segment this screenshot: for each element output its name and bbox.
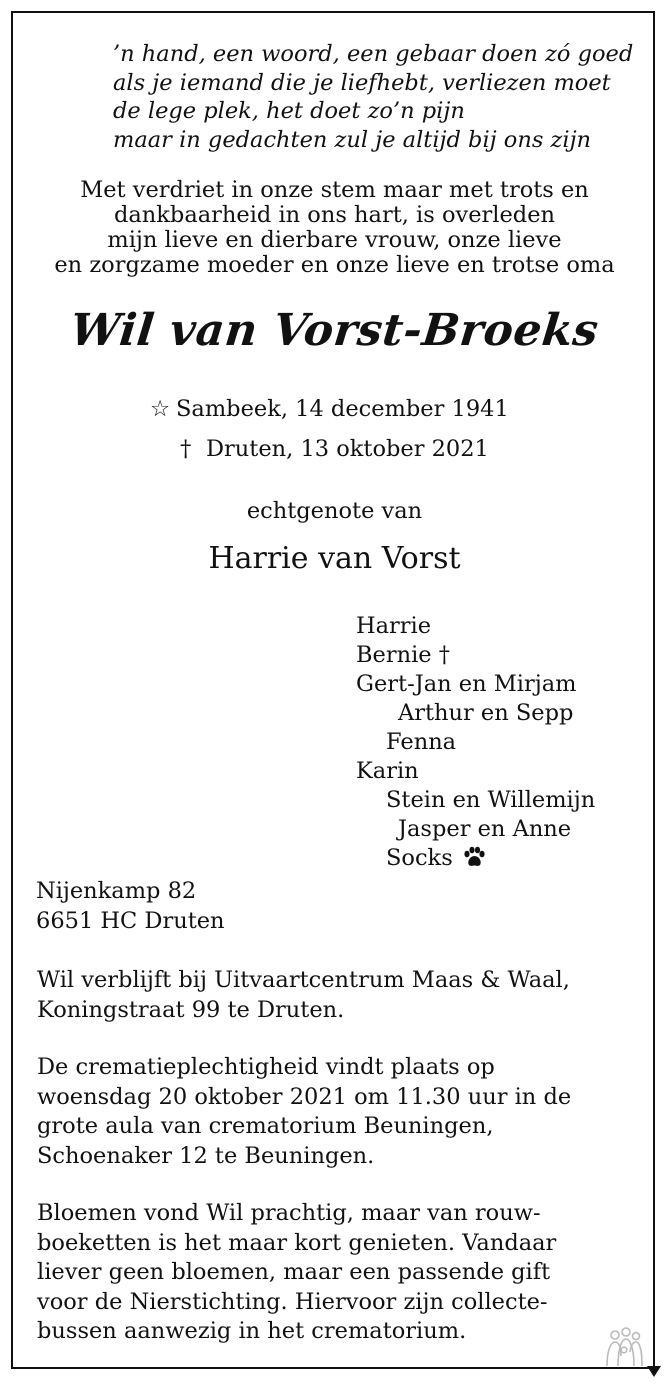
flowers-line: Bloemen vond Wil prachtig, maar van rouw- — [37, 1200, 541, 1226]
family-logo-icon — [604, 1326, 644, 1370]
intro-line: mijn lieve en dierbare vrouw, onze lieve — [107, 227, 562, 253]
family-member: Karin — [356, 758, 419, 784]
birth-text: Sambeek, 14 december 1941 — [176, 396, 509, 422]
ceremony-info — [37, 1053, 571, 1171]
scroll-down-arrow-icon[interactable] — [647, 1366, 661, 1377]
poem-line: de lege plek, het doet zo’n pijn — [113, 98, 465, 124]
family-member: Bernie † — [356, 642, 451, 668]
intro-line: en zorgzame moeder en onze lieve en trotse oma — [54, 252, 615, 278]
family-member — [386, 844, 486, 873]
family-member: Arthur en Sepp — [398, 700, 574, 726]
deceased-name: Wil van Vorst-Broeks — [67, 305, 602, 356]
flowers-line: boeketten is het maar kort genieten. Vandaar — [37, 1229, 557, 1256]
poem — [113, 40, 633, 154]
spouse-label: echtgenote van — [246, 498, 423, 524]
poem-line: maar in gedachten zul je altijd bij ons zijn — [113, 126, 592, 153]
family-member: Gert-Jan en Mirjam — [356, 671, 577, 697]
cross-icon: † — [180, 436, 192, 462]
flowers-line: bussen aanwezig in het crematorium. — [37, 1318, 467, 1344]
death-line — [180, 436, 489, 462]
birth-line — [150, 396, 509, 422]
family-member: Fenna — [386, 729, 457, 755]
intro-text — [0, 178, 669, 278]
address-street: Nijenkamp 82 — [36, 878, 197, 904]
address-city: 6651 HC Druten — [36, 908, 225, 934]
flowers-line: voor de Nierstichting. Hiervoor zijn collecte- — [37, 1288, 548, 1315]
visitation-info — [37, 966, 570, 1025]
flowers-info — [37, 1199, 556, 1347]
family-member: Harrie — [356, 613, 432, 639]
ceremony-line: grote aula van crematorium Beuningen, — [37, 1113, 494, 1139]
pet-name: Socks — [386, 845, 453, 871]
poem-line: als je iemand die je liefhebt, verliezen moet — [113, 69, 611, 96]
death-text: Druten, 13 oktober 2021 — [206, 436, 489, 462]
intro-line: Met verdriet in onze stem maar met trots en — [80, 177, 589, 203]
family-member: Jasper en Anne — [398, 816, 572, 842]
poem-line: ’n hand, een woord, een gebaar doen zó goed — [113, 41, 634, 67]
spouse-name: Harrie van Vorst — [208, 541, 461, 576]
star-icon: ☆ — [150, 396, 171, 422]
address — [36, 876, 225, 936]
ceremony-line: Schoenaker 12 te Beuningen. — [37, 1142, 375, 1169]
ceremony-line: woensdag 20 oktober 2021 om 11.30 uur in de — [37, 1083, 572, 1110]
visitation-line: Koningstraat 99 te Druten. — [37, 996, 345, 1023]
paw-print-icon — [462, 846, 486, 868]
ceremony-line: De crematieplechtigheid vindt plaats op — [37, 1054, 495, 1080]
intro-line: dankbaarheid in ons hart, is overleden — [113, 202, 555, 228]
family-member: Stein en Willemijn — [386, 787, 596, 813]
visitation-line: Wil verblijft bij Uitvaartcentrum Maas & Waal, — [37, 967, 570, 993]
flowers-line: liever geen bloemen, maar een passende gift — [37, 1259, 551, 1285]
